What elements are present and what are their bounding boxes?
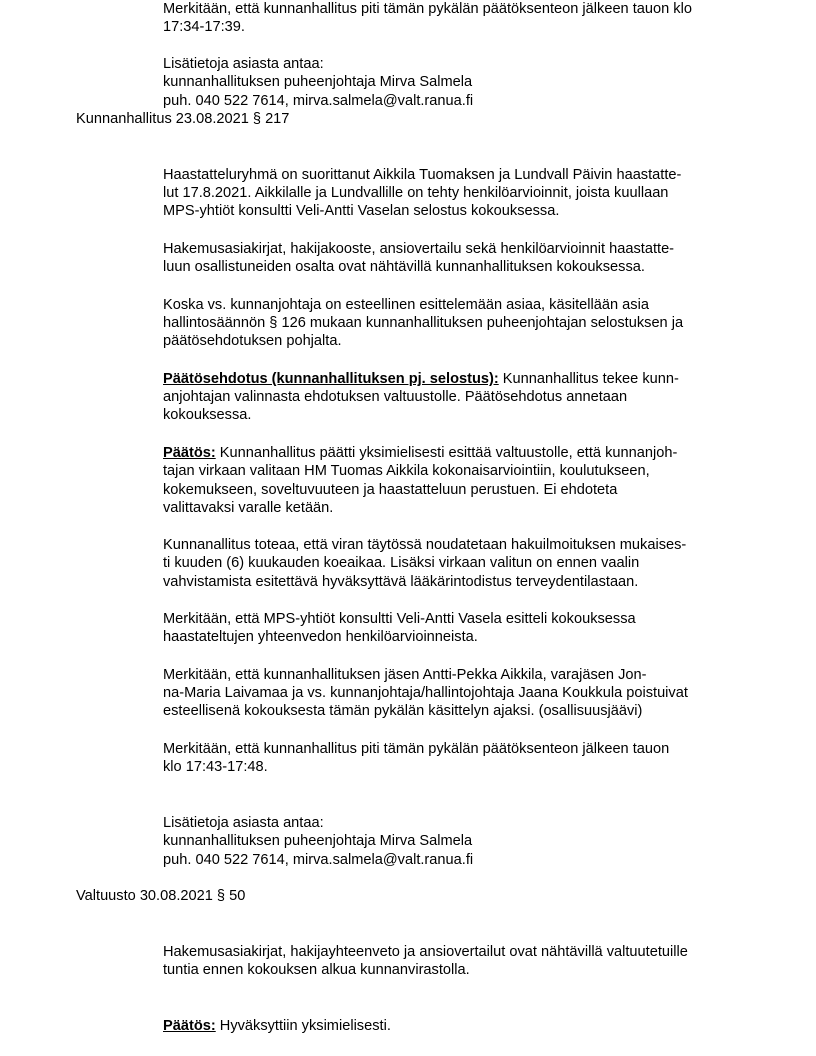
info-label: Lisätietoja asiasta antaa: — [163, 56, 324, 72]
paragraph-line: Kunnanallitus toteaa, että viran täytössä noudatetaan hakuilmoituksen mukaises- — [163, 537, 687, 553]
paragraph-line: vahvistamista esitettävä hyväksyttävä lääkärintodistus terveydentilastaan. — [163, 574, 639, 590]
section-heading-kunnanhallitus: Kunnanhallitus 23.08.2021 § 217 — [76, 111, 290, 127]
paragraph-line: esteellisenä kokouksesta tämän pykälän käsittelyn ajaksi. (osallisuusjäävi) — [163, 703, 643, 719]
paragraph-line: haastateltujen yhteenvedon henkilöarvioinneista. — [163, 629, 478, 645]
info-person: kunnanhallituksen puheenjohtaja Mirva Salmela — [163, 833, 473, 849]
decision-label: Päätös: — [163, 1018, 216, 1034]
info-label: Lisätietoja asiasta antaa: — [163, 815, 324, 831]
paragraph-line: tuntia ennen kokouksen alkua kunnanvirastolla. — [163, 962, 470, 978]
paragraph-line: Haastatteluryhmä on suorittanut Aikkila Tuomaksen ja Lundvall Päivin haastatte- — [163, 167, 682, 183]
note-text: 17:34-17:39. — [163, 19, 245, 35]
proposal-label: Päätösehdotus (kunnanhallituksen pj. selostus): — [163, 371, 499, 387]
info-person: kunnanhallituksen puheenjohtaja Mirva Salmela — [163, 74, 473, 90]
paragraph-line: anjohtajan valinnasta ehdotuksen valtuustolle. Päätösehdotus annetaan — [163, 389, 628, 405]
decision-text: Kunnanhallitus päätti yksimielisesti esittää valtuustolle, että kunnanjoh- — [215, 445, 678, 461]
paragraph-line: Merkitään, että kunnanhallituksen jäsen Antti-Pekka Aikkila, varajäsen Jon- — [163, 667, 647, 683]
paragraph-line: hallintosäännön § 126 mukaan kunnanhallituksen puheenjohtajan selostuksen ja — [163, 315, 684, 331]
paragraph-line: Hakemusasiakirjat, hakijayhteenveto ja ansiovertailut ovat nähtävillä valtuutetuille — [163, 944, 688, 960]
decision-line — [163, 1017, 391, 1035]
paragraph-line: ti kuuden (6) kuukauden koeaikaa. Lisäksi virkaan valitun on ennen vaalin — [163, 555, 640, 571]
paragraph-line: valittavaksi varalle ketään. — [163, 500, 334, 516]
paragraph-line: päätösehdotuksen pohjalta. — [163, 333, 342, 349]
proposal-text: Kunnanhallitus tekee kunn- — [498, 371, 679, 387]
paragraph-line: kokouksessa. — [163, 407, 252, 423]
paragraph-line: klo 17:43-17:48. — [163, 759, 268, 775]
proposal-line — [163, 370, 679, 388]
paragraph-line: na-Maria Laivamaa ja vs. kunnanjohtaja/hallintojohtaja Jaana Koukkula poistuivat — [163, 685, 688, 701]
note-text: Merkitään, että kunnanhallitus piti tämän pykälän päätöksenteon jälkeen tauon klo — [163, 1, 692, 17]
paragraph-line: tajan virkaan valitaan HM Tuomas Aikkila kokonaisarviointiin, koulutukseen, — [163, 463, 650, 479]
paragraph-line: MPS-yhtiöt konsultti Veli-Antti Vaselan selostus kokouksessa. — [163, 203, 560, 219]
info-contact: puh. 040 522 7614, mirva.salmela@valt.ranua.fi — [163, 852, 474, 868]
paragraph-line: kokemukseen, soveltuvuuteen ja haastatteluun perustuen. Ei ehdoteta — [163, 482, 618, 498]
decision-text: Hyväksyttiin yksimielisesti. — [215, 1018, 391, 1034]
decision-label: Päätös: — [163, 445, 216, 461]
paragraph-line: luun osallistuneiden osalta ovat nähtävillä kunnanhallituksen kokouksessa. — [163, 259, 645, 275]
paragraph-line: Hakemusasiakirjat, hakijakooste, ansiovertailu sekä henkilöarvioinnit haastatte- — [163, 241, 675, 257]
info-contact: puh. 040 522 7614, mirva.salmela@valt.ranua.fi — [163, 93, 474, 109]
paragraph-line: Merkitään, että MPS-yhtiöt konsultti Veli-Antti Vasela esitteli kokouksessa — [163, 611, 636, 627]
paragraph-line: Merkitään, että kunnanhallitus piti tämän pykälän päätöksenteon jälkeen tauon — [163, 741, 670, 757]
section-heading-valtuusto: Valtuusto 30.08.2021 § 50 — [76, 888, 246, 904]
decision-line — [163, 444, 677, 462]
paragraph-line: Koska vs. kunnanjohtaja on esteellinen esittelemään asiaa, käsitellään asia — [163, 297, 649, 313]
paragraph-line: lut 17.8.2021. Aikkilalle ja Lundvallille on tehty henkilöarvioinnit, joista kuullaan — [163, 185, 669, 201]
